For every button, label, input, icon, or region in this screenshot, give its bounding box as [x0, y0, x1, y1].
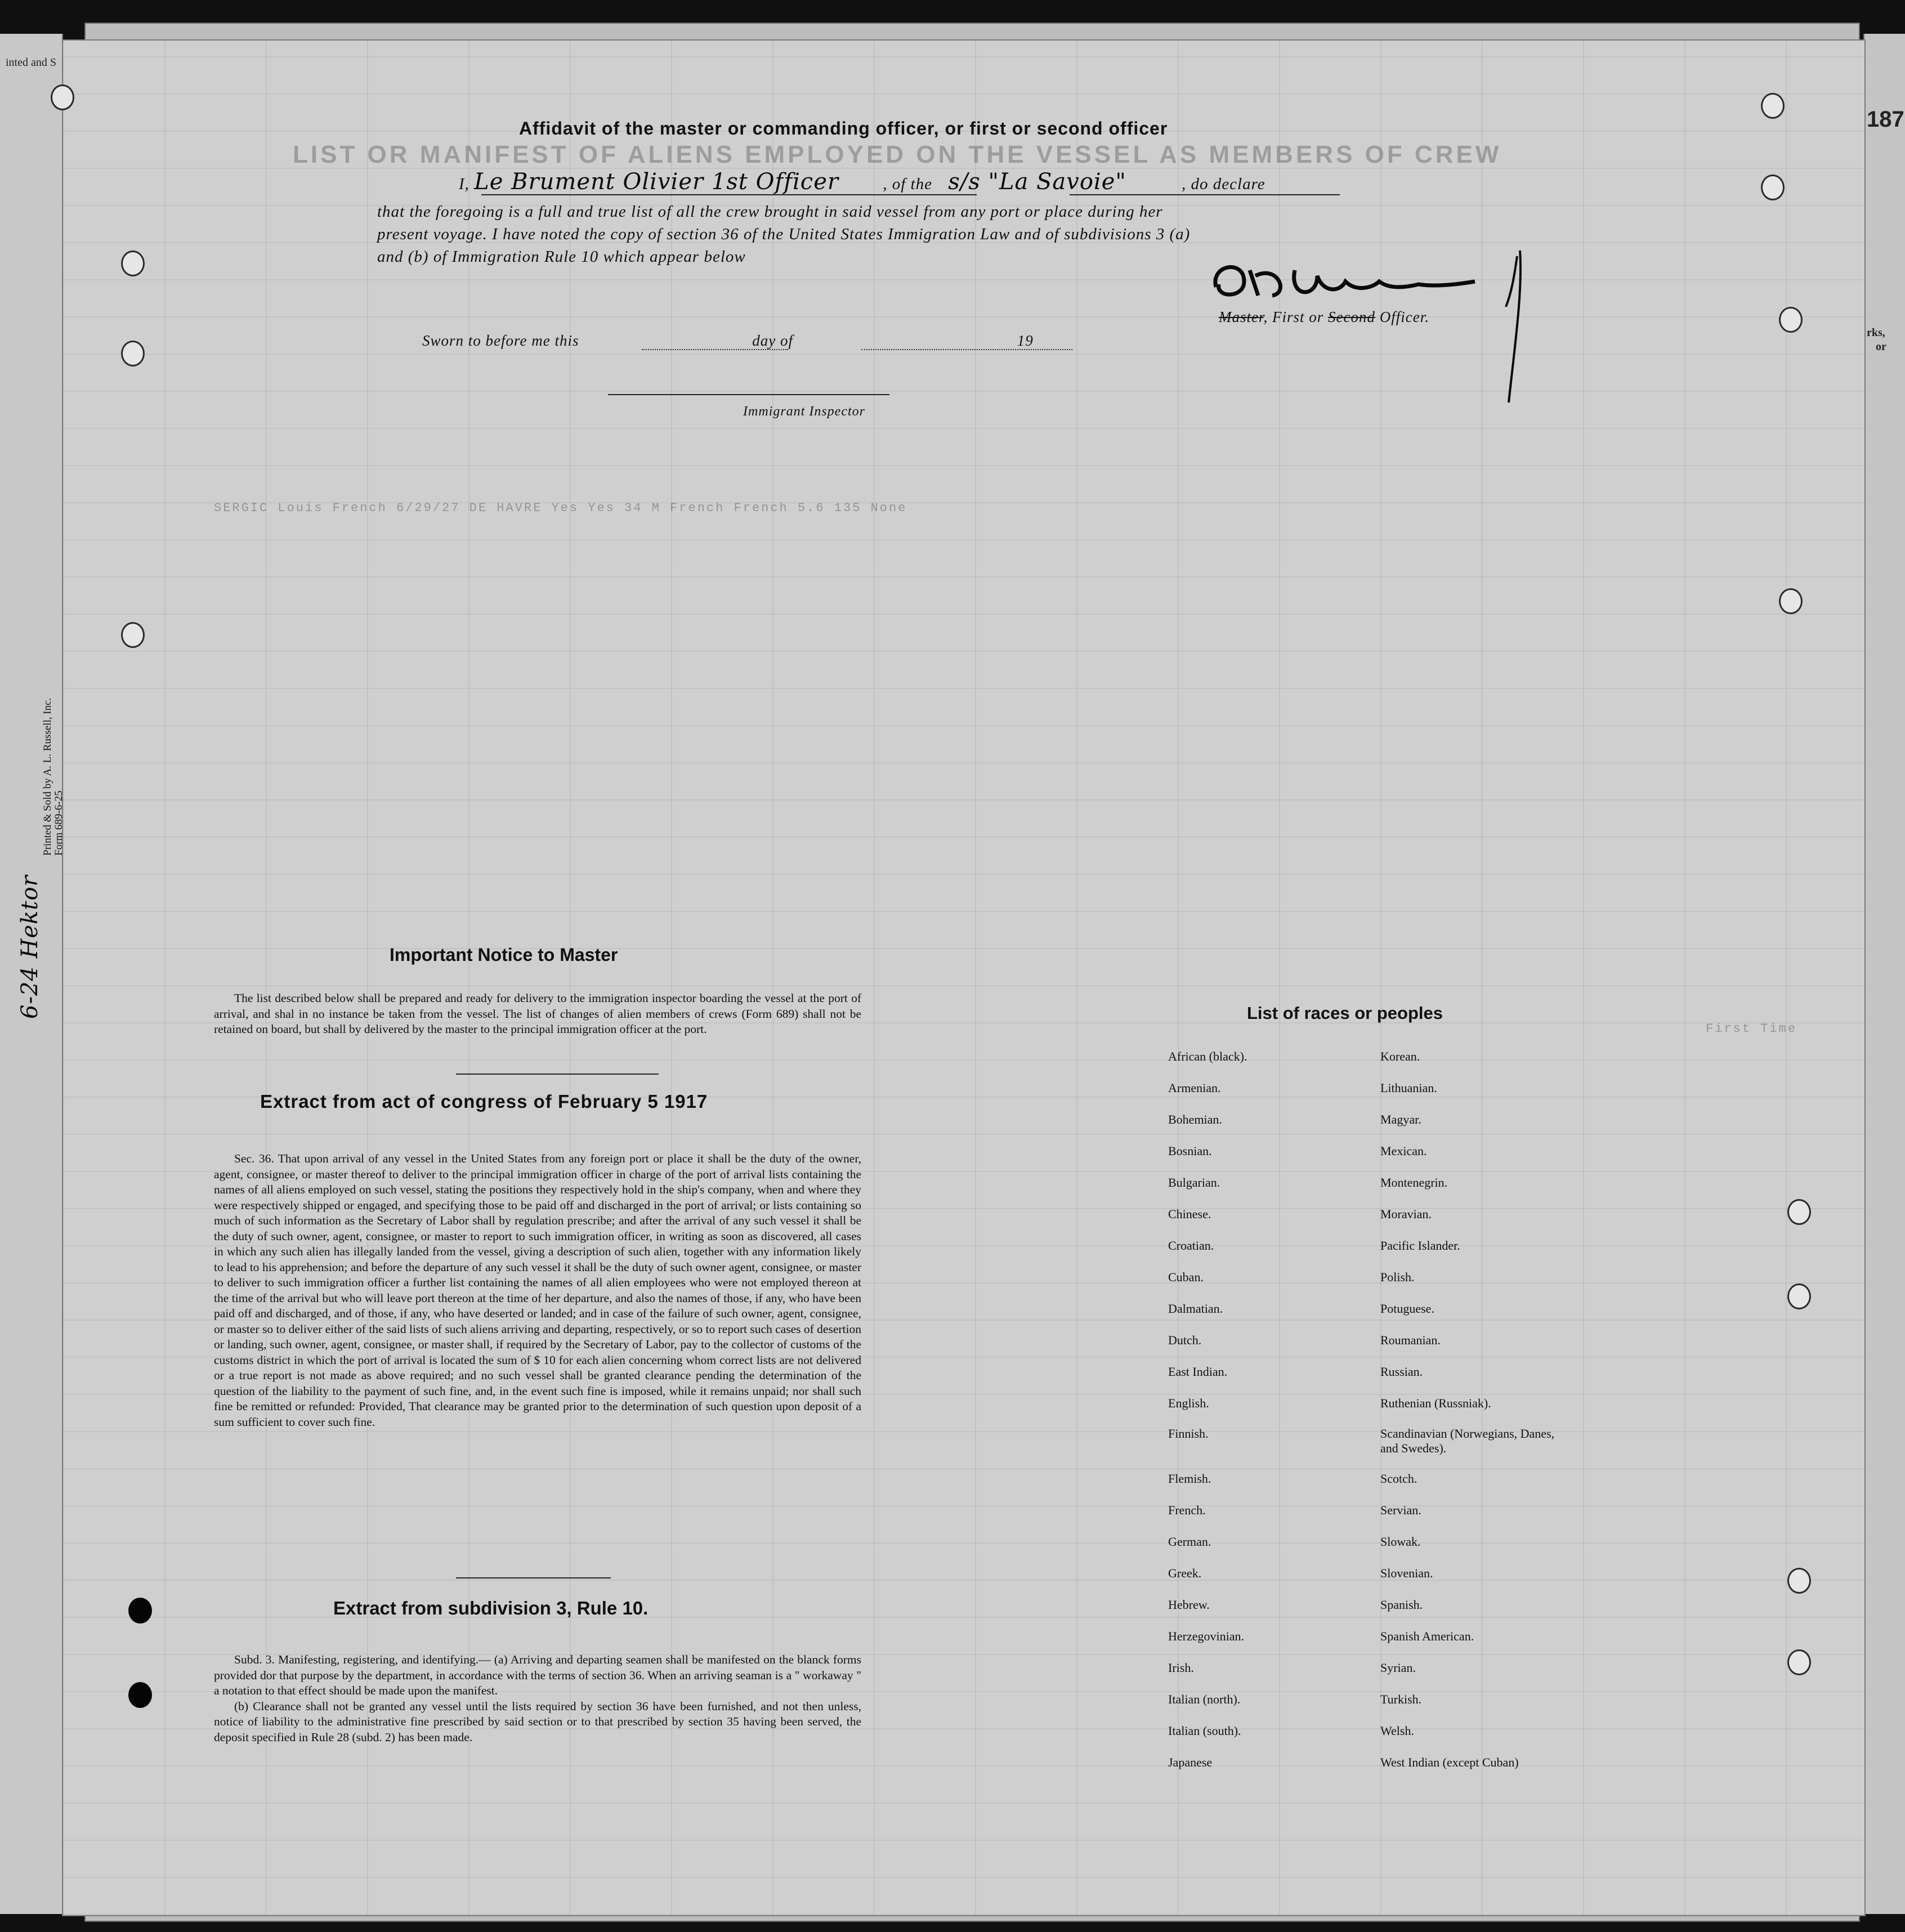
affidavit-declare: , do declare: [1182, 175, 1265, 193]
notice-title: Important Notice to Master: [390, 945, 618, 965]
race-item: Japanese: [1168, 1755, 1213, 1769]
race-item: French.: [1168, 1503, 1206, 1517]
punch-hole: [1787, 1568, 1811, 1594]
affidavit-line-4: and (b) of Immigration Rule 10 which appear below: [377, 248, 746, 266]
punch-hole: [51, 84, 74, 110]
race-item: Potuguese.: [1380, 1302, 1434, 1316]
affidavit-line-3: present voyage. I have noted the copy of section 36 of the United States Immigration Law and of subdivisions 3 (a): [377, 225, 1191, 243]
punch-hole: [1787, 1649, 1811, 1675]
affidavit-i: I,: [459, 175, 469, 193]
race-item: Dutch.: [1168, 1333, 1202, 1347]
race-item: Bohemian.: [1168, 1112, 1222, 1126]
manifest-sheet: [62, 39, 1866, 1916]
sworn-line: [422, 332, 1034, 350]
race-item: Magyar.: [1380, 1112, 1421, 1126]
affidavit-of-the: , of the: [883, 175, 932, 193]
punch-hole: [1787, 1199, 1811, 1225]
caption-second: Second: [1328, 308, 1375, 325]
race-item: Greek.: [1168, 1566, 1202, 1580]
handwritten-margin-note: 6-24 Hektor: [17, 875, 43, 1019]
form-number: Form 689-6-25: [53, 790, 65, 856]
notice-paragraph: The list described below shall be prepared and ready for delivery to the immigration inspector boarding the vessel at the port of arrival, and shal in no instance be taken from the vessel. The list of changes of alien members of crews (Form 689) shall not be retained on board, but shall by delivered by the master to the principal immigration officer at the port.: [214, 991, 861, 1036]
race-item: Welsh.: [1380, 1724, 1414, 1738]
punch-hole: [128, 1598, 152, 1624]
punch-hole: [128, 1682, 152, 1708]
punch-hole: [1779, 588, 1803, 614]
race-item: Korean.: [1380, 1049, 1420, 1063]
race-item: Flemish.: [1168, 1472, 1211, 1486]
race-item: Montenegrin.: [1380, 1175, 1448, 1189]
race-item: Armenian.: [1168, 1081, 1221, 1095]
notice-text: [214, 991, 861, 1037]
race-item: Servian.: [1380, 1503, 1421, 1517]
affidavit-line-1: [459, 169, 1265, 195]
race-item: Spanish American.: [1380, 1629, 1474, 1643]
sworn-day: day of: [752, 332, 793, 349]
page-number: 187: [1867, 107, 1904, 132]
race-item: German.: [1168, 1535, 1211, 1549]
race-item: Bosnian.: [1168, 1144, 1212, 1158]
race-item: Chinese.: [1168, 1207, 1211, 1221]
race-item: African (black).: [1168, 1049, 1247, 1063]
printer-name: Printed & Sold by A. L. Russell, Inc.: [42, 697, 53, 856]
vessel-name-underline: [1070, 194, 1340, 195]
race-item: Syrian.: [1380, 1661, 1416, 1675]
race-item: Bulgarian.: [1168, 1175, 1220, 1189]
sworn-prefix: Sworn to before me this: [422, 332, 579, 349]
race-item: Hebrew.: [1168, 1598, 1210, 1612]
officer-caption: [1219, 308, 1429, 326]
rule-paragraph-b: (b) Clearance shall not be granted any vessel until the lists required by section 36 have been furnished, and not then unless, notice of liability to the administrative fine prescribed by said section or to that prescribed by section 35 having been served, the deposit specified in Rule 28 (subd. 2) has been made.: [214, 1699, 861, 1744]
officer-name-handwritten: Le Brument Olivier 1st Officer: [474, 169, 839, 195]
sworn-month-line: [861, 349, 1072, 350]
affidavit-title: Affidavit of the master or commanding officer, or first or second officer: [519, 118, 1168, 138]
printer-credit: [42, 698, 65, 856]
inspector-caption: Immigrant Inspector: [743, 404, 865, 419]
affidavit-line-2: that the foregoing is a full and true list of all the crew brought in said vessel from any port or place during her: [377, 203, 1163, 221]
punch-hole: [1787, 1283, 1811, 1309]
sworn-date-line: [642, 349, 788, 350]
rule-extract-text: [214, 1652, 861, 1745]
punch-hole: [121, 622, 145, 648]
punch-hole: [1761, 93, 1785, 119]
edge-note-1: rks,: [1867, 327, 1885, 339]
race-item: East Indian.: [1168, 1365, 1228, 1379]
punch-hole: [1779, 307, 1803, 333]
race-item: Italian (north).: [1168, 1692, 1241, 1706]
vessel-name-handwritten: s/s "La Savoie": [948, 169, 1126, 195]
caption-master: Master: [1219, 308, 1264, 325]
race-item: Spanish.: [1380, 1598, 1423, 1612]
edge-top-left-text: inted and S: [6, 56, 56, 69]
faint-manifest-row: SERGIC Louis French 6/29/27 DE HAVRE Yes Yes 34 M French French 5.6 135 None: [214, 501, 907, 515]
race-item: Mexican.: [1380, 1144, 1427, 1158]
race-item: Slowak.: [1380, 1535, 1421, 1549]
race-item: Croatian.: [1168, 1238, 1214, 1253]
race-item: Herzegovinian.: [1168, 1629, 1244, 1643]
act-paragraph: Sec. 36. That upon arrival of any vessel in the United States from any foreign port or place it shall be the duty of the owner, agent, consignee, or master thereof to deliver to the principal immigration officer in charge of the port of arrival lists containing the names of all aliens employed on such vessel, stating the positions they respectively hold in the ship's company, when and where they were respectively shipped or engaged, and specifying those to be paid off and discharged in the port of arrival; or lists containing so much of such information as the Secretary of Labor shall by regulation prescribe; and after the arrival of any such vessel it shall be the duty of such owner, agent, consignee, or master to report to such immigration officer, in writing as soon as discovered, all cases in which any such alien has illegally landed from the vessel, giving a description of such alien, together with any information likely to lead to his apprehension; and before the departure of any such vessel it shall be the duty of such owner agent, consignee, or master to deliver to such immigration officer a further list containing the names of all alien employees who were not employed thereon at the time of the arrival but who will leave port thereon at the time of her departure, and also the names of those, if any, who have been paid off and discharged, and of those, if any, who have deserted or landed; and in case of the failure of such owner, agent, consignee, or master so to deliver either of the said lists of such aliens arriving and departing, respectively, or so to report such cases of desertion or landing, such owner, agent, consignee, or master shall, if required by the Secretary of Labor, pay to the collector of customs of the customs district in which the port of arrival is located the sum of $ 10 for each alien concerning whom correct lists are not delivered or a true report is not made as above required; and no such vessel shall be granted clearance pending the determination of the question of the liability to the payment of such fine, and, in the event such fine is imposed, while it remains unpaid; nor shall such fine be remitted or refunded: Provided, That clearance may be granted prior to the determination of such question upon deposit of a sum sufficient to cover such fine.: [214, 1152, 861, 1429]
race-item: Roumanian.: [1380, 1333, 1441, 1347]
faint-manifest-header: LIST OR MANIFEST OF ALIENS EMPLOYED ON THE VESSEL AS MEMBERS OF CREW: [293, 141, 1502, 168]
right-page-edge: [1863, 34, 1905, 1914]
race-item: Polish.: [1380, 1270, 1415, 1284]
race-item: English.: [1168, 1396, 1209, 1410]
caption-first: , First or: [1263, 308, 1324, 325]
race-item: Ruthenian (Russniak).: [1380, 1396, 1491, 1410]
notice-divider: [456, 1074, 659, 1075]
race-item: Cuban.: [1168, 1270, 1204, 1284]
race-item: Finnish.: [1168, 1426, 1209, 1441]
race-item: Lithuanian.: [1380, 1081, 1437, 1095]
race-item: Russian.: [1380, 1365, 1423, 1379]
race-item: Slovenian.: [1380, 1566, 1433, 1580]
act-divider: [456, 1577, 611, 1578]
sworn-year: 19: [1017, 332, 1034, 349]
race-item: Italian (south).: [1168, 1724, 1241, 1738]
punch-hole: [121, 251, 145, 276]
margin-stroke: [1497, 248, 1531, 405]
rule-extract-title: Extract from subdivision 3, Rule 10.: [333, 1598, 649, 1618]
faint-first-time: First Time: [1706, 1022, 1797, 1036]
race-item: Dalmatian.: [1168, 1302, 1223, 1316]
race-item: Scandinavian (Norwegians, Danes, and Swedes).: [1380, 1426, 1555, 1455]
race-item: Irish.: [1168, 1661, 1194, 1675]
act-extract-text: [214, 1151, 861, 1430]
race-item: West Indian (except Cuban): [1380, 1755, 1519, 1769]
race-item: Pacific Islander.: [1380, 1238, 1460, 1253]
edge-note-2: or: [1876, 341, 1886, 353]
race-item: Scotch.: [1380, 1472, 1417, 1486]
officer-name-underline: [481, 194, 977, 195]
caption-officer: Officer.: [1379, 308, 1429, 325]
rule-paragraph-a: Subd. 3. Manifesting, registering, and identifying.— (a) Arriving and departing seamen shall be manifested on the blanck forms provided dor that purpose by the department, in accordance with the terms of section 36. When an arriving seaman is a " workaway " a notation to that effect should be made upon the manifest.: [214, 1653, 861, 1697]
races-title: List of races or peoples: [1247, 1003, 1443, 1023]
inspector-signature-line: [608, 394, 889, 395]
punch-hole: [121, 341, 145, 366]
races-right-column: [1380, 1048, 1566, 1786]
act-extract-title: Extract from act of congress of February 5 1917: [260, 1091, 708, 1112]
race-item: Moravian.: [1380, 1207, 1432, 1221]
race-item: Turkish.: [1380, 1692, 1422, 1706]
punch-hole: [1761, 175, 1785, 200]
officer-signature: [1210, 253, 1526, 310]
races-left-column: [1168, 1048, 1354, 1786]
